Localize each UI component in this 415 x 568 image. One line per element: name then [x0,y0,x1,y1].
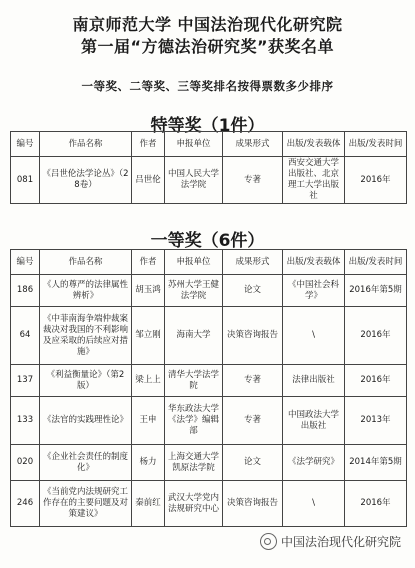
cell-outlet: \ [283,307,345,365]
cell-work: 《当前党内法规研究工作存在的主要问题及对策建议》 [40,481,132,527]
cell-form: 决策咨询报告 [223,307,283,365]
table-row [11,397,407,445]
col-header-outlet: 出版/发表载体 [283,250,345,275]
title-line-2: 第一届“方德法治研究奖”获奖名单 [80,37,335,56]
cell-unit: 上海交通大学凯原法学院 [165,445,223,481]
cell-id: 246 [11,481,40,527]
cell-unit: 中国人民大学法学院 [165,157,223,204]
cell-form: 专著 [223,365,283,397]
cell-outlet: \ [283,481,345,527]
special-prize-heading: 特等奖（1件） [150,116,265,136]
col-header-time: 出版/发表时间 [345,132,407,157]
cell-id: 186 [11,275,40,307]
cell-outlet: 西安交通大学出版社、北京理工大学出版社 [283,157,345,204]
wechat-official-account-icon [260,533,277,550]
table-header-row [11,250,407,275]
cell-outlet: 中国政法大学出版社 [283,397,345,445]
cell-author: 吕世伦 [132,157,165,204]
col-header-author: 作者 [132,250,165,275]
table-row [11,365,407,397]
first-prize-heading: 一等奖（6件） [150,231,265,251]
col-header-author: 作者 [132,132,165,157]
cell-time: 2016年 [345,157,407,204]
cell-time: 2016年 [345,365,407,397]
col-header-outlet: 出版/发表载体 [283,132,345,157]
cell-unit: 清华大学法学院 [165,365,223,397]
cell-id: 137 [11,365,40,397]
cell-id: 64 [11,307,40,365]
cell-form: 论文 [223,275,283,307]
cell-author: 杨力 [132,445,165,481]
title-line-1: 南京师范大学 中国法治现代化研究院 [72,15,343,34]
table-header-row [11,132,407,157]
cell-unit: 武汉大学党内法规研究中心 [165,481,223,527]
cell-author: 胡玉鸿 [132,275,165,307]
cell-form: 决策咨询报告 [223,481,283,527]
col-header-unit: 申报单位 [165,132,223,157]
table-row [11,307,407,365]
col-header-id: 编号 [11,132,40,157]
col-header-form: 成果形式 [223,250,283,275]
watermark-text: 中国法治现代化研究院 [280,535,401,549]
special-prize-table [10,131,407,204]
cell-id: 020 [11,445,40,481]
cell-work: 《利益衡量论》（第2版） [40,365,132,397]
first-prize-table [10,249,407,527]
cell-unit: 苏州大学王健法学院 [165,275,223,307]
col-header-time: 出版/发表时间 [345,250,407,275]
cell-work: 《中菲南海争端仲裁案裁决对我国的不利影响及应采取的后续应对措施》 [40,307,132,365]
cell-time: 2016年第5期 [345,275,407,307]
cell-outlet: 法律出版社 [283,365,345,397]
table-row [11,481,407,527]
cell-author: 梁上上 [132,365,165,397]
cell-work: 《吕世伦法学论丛》（28卷） [40,157,132,204]
cell-unit: 华东政法大学《法学》编辑部 [165,397,223,445]
col-header-work: 作品名称 [40,250,132,275]
cell-unit: 海南大学 [165,307,223,365]
cell-id: 081 [11,157,40,204]
cell-form: 专著 [223,397,283,445]
ranking-note: 一等奖、二等奖、三等奖排名按得票数多少排序 [81,79,334,93]
cell-time: 2016年 [345,307,407,365]
cell-work: 《人的尊严的法律属性辨析》 [40,275,132,307]
col-header-work: 作品名称 [40,132,132,157]
table-row [11,275,407,307]
cell-outlet: 《法学研究》 [283,445,345,481]
table-row [11,445,407,481]
cell-form: 专著 [223,157,283,204]
watermark [260,533,401,550]
col-header-form: 成果形式 [223,132,283,157]
cell-author: 秦前红 [132,481,165,527]
cell-work: 《法官的实践理性论》 [40,397,132,445]
cell-time: 2014年第5期 [345,445,407,481]
cell-time: 2013年 [345,397,407,445]
col-header-id: 编号 [11,250,40,275]
cell-work: 《企业社会责任的制度化》 [40,445,132,481]
cell-author: 王申 [132,397,165,445]
cell-form: 论文 [223,445,283,481]
cell-id: 133 [11,397,40,445]
cell-author: 邹立刚 [132,307,165,365]
cell-outlet: 《中国社会科学》 [283,275,345,307]
col-header-unit: 申报单位 [165,250,223,275]
cell-time: 2016年 [345,481,407,527]
table-row [11,157,407,204]
